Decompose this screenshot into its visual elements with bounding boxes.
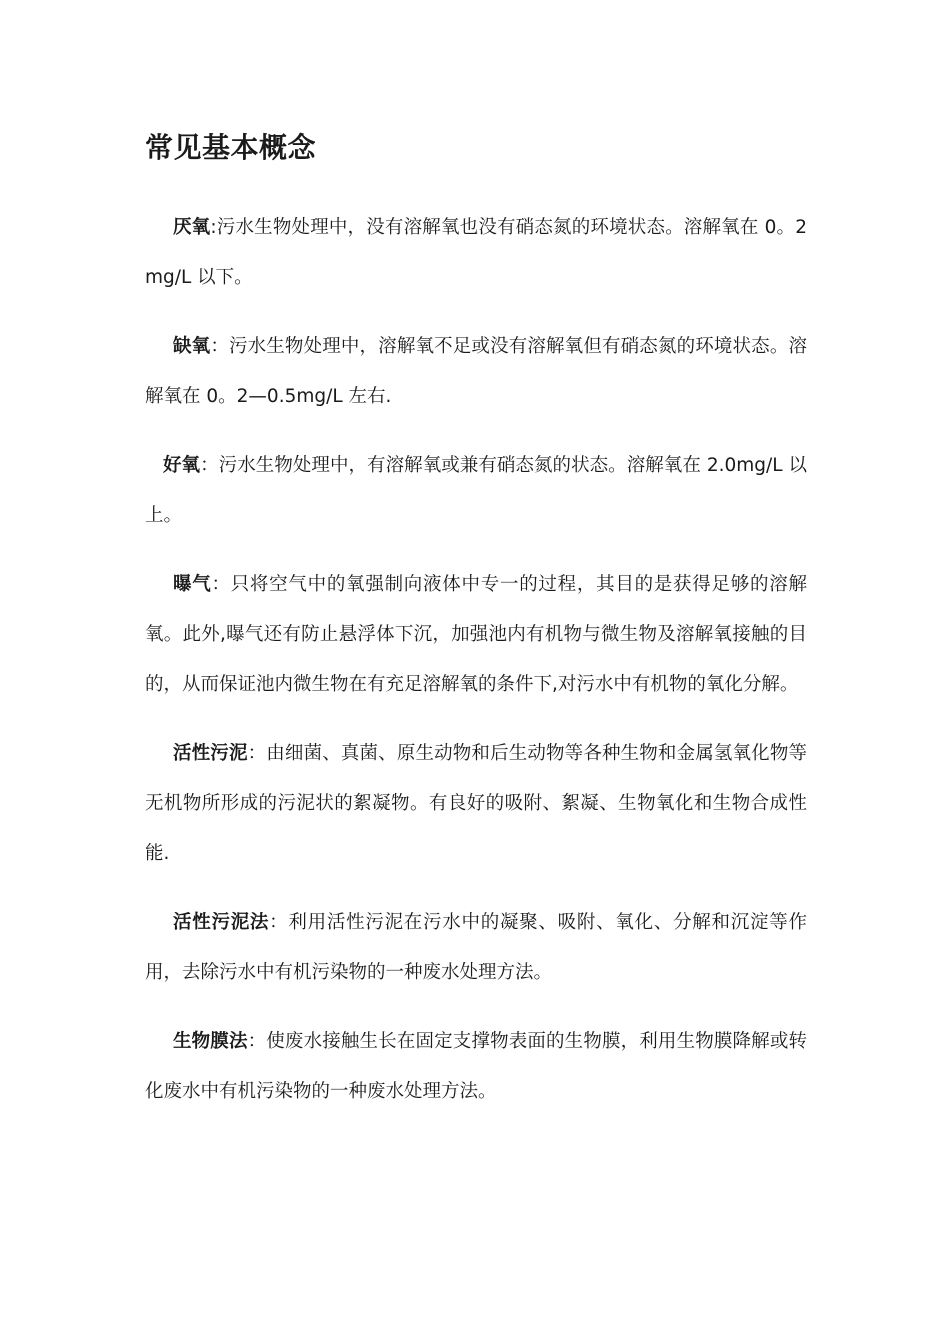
term-separator: ： [211, 574, 231, 595]
definition-aerobic [145, 441, 807, 541]
term-label: 活性污泥法 [173, 912, 270, 933]
document-page [145, 128, 807, 1136]
page-title: 常见基本概念 [145, 131, 317, 164]
term-label: 活性污泥 [173, 743, 248, 764]
definition-text: 只将空气中的氧强制向液体中专一的过程，其目的是获得足够的溶解氧。此外,曝气还有防止悬浮体下沉，加强池内有机物与微生物及溶解氧接触的目的，从而保证池内微生物在有充足溶解氧的条件下,对污水中有机物的氧化分解。 [145, 574, 807, 695]
term-separator: ： [210, 336, 229, 357]
definition-aeration [145, 560, 807, 710]
definition-text: 利用活性污泥在污水中的凝聚、吸附、氧化、分解和沉淀等作用，去除污水中有机污染物的一种废水处理方法。 [145, 912, 807, 983]
definition-text: 由细菌、真菌、原生动物和后生动物等各种生物和金属氢氧化物等无机物所形成的污泥状的絮凝物。有良好的吸附、絮凝、生物氧化和生物合成性能. [145, 743, 807, 864]
term-separator: ： [200, 455, 219, 476]
definition-anaerobic [145, 203, 807, 303]
term-label: 好氧 [163, 455, 201, 476]
term-separator: ： [247, 1031, 267, 1052]
definition-activated-sludge [145, 729, 807, 879]
definition-text: 污水生物处理中，没有溶解氧也没有硝态氮的环境状态。溶解氧在 0。2mg/L 以下。 [145, 217, 807, 288]
term-separator: ： [269, 912, 289, 933]
term-label: 厌氧 [173, 217, 211, 238]
definition-biofilm-process [145, 1017, 807, 1117]
definition-text: 使废水接触生长在固定支撑物表面的生物膜，利用生物膜降解或转化废水中有机污染物的一种废水处理方法。 [145, 1031, 807, 1102]
definition-anoxic [145, 322, 807, 422]
definition-text: 污水生物处理中，有溶解氧或兼有硝态氮的状态。溶解氧在 2.0mg/L 以上。 [145, 455, 807, 526]
term-label: 生物膜法 [173, 1031, 248, 1052]
term-label: 缺氧 [173, 336, 211, 357]
definition-text: 污水生物处理中，溶解氧不足或没有溶解氧但有硝态氮的环境状态。溶解氧在 0。2—0.5mg/L 左右. [145, 336, 807, 407]
term-label: 曝气 [173, 574, 212, 595]
term-separator: : [210, 217, 217, 238]
term-separator: ： [247, 743, 267, 764]
definition-activated-sludge-process [145, 898, 807, 998]
